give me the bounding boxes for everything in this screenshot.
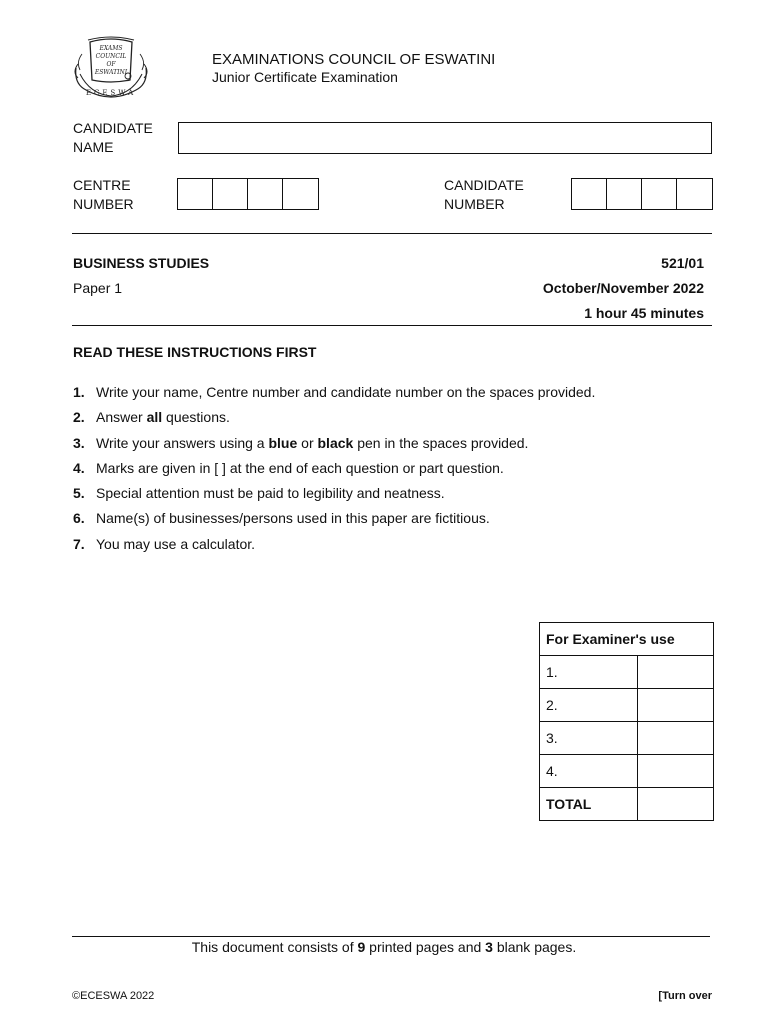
subject-title: BUSINESS STUDIES	[73, 255, 210, 271]
instruction-item: 5. Special attention must be paid to legibility and neatness.	[73, 485, 445, 502]
instruction-item: 1. Write your name, Centre number and candidate number on the spaces provided.	[73, 384, 596, 400]
mark-cell[interactable]	[638, 689, 714, 722]
digit-cell[interactable]	[248, 179, 283, 209]
examiners-use-table	[539, 622, 714, 821]
candidate-number-label: CANDIDATE NUMBER	[444, 177, 524, 212]
council-name: EXAMINATIONS COUNCIL OF ESWATINI	[212, 51, 496, 68]
digit-cell[interactable]	[572, 179, 607, 209]
candidate-number-field[interactable]	[571, 178, 713, 210]
digit-cell[interactable]	[213, 179, 248, 209]
digit-cell[interactable]	[607, 179, 642, 209]
centre-number-label: CENTRE NUMBER	[73, 177, 134, 212]
instruction-item: 4. Marks are given in [ ] at the end of each question or part question.	[73, 459, 504, 476]
centre-number-field[interactable]	[177, 178, 319, 210]
exam-type: Junior Certificate Examination	[212, 69, 398, 85]
table-row	[540, 689, 714, 722]
table-row	[540, 722, 714, 755]
digit-cell[interactable]	[677, 179, 712, 209]
turn-over: [Turn over	[658, 990, 712, 1002]
svg-text:COUNCIL: COUNCIL	[95, 53, 127, 60]
digit-cell[interactable]	[178, 179, 213, 209]
svg-text:ECESWA: ECESWA	[85, 89, 137, 97]
divider	[72, 233, 712, 234]
divider	[72, 325, 712, 326]
instruction-item: 3. Write your answers using a blue or black pen in the spaces provided.	[73, 434, 529, 451]
instructions-list	[73, 380, 595, 557]
paper-number: Paper 1	[73, 280, 123, 296]
copyright: ©ECESWA 2022	[72, 990, 155, 1002]
mark-cell[interactable]	[638, 755, 714, 788]
question-label: 3.	[540, 722, 638, 755]
digit-cell[interactable]	[283, 179, 318, 209]
eceswa-logo	[70, 34, 152, 104]
total-label: TOTAL	[540, 788, 638, 821]
total-cell[interactable]	[638, 788, 714, 821]
instruction-item: 2. Answer all questions.	[73, 409, 230, 426]
paper-code: 521/01	[661, 255, 704, 271]
instructions-heading: READ THESE INSTRUCTIONS FIRST	[73, 344, 317, 360]
candidate-name-label: CANDIDATE NAME	[73, 120, 153, 155]
footer-divider	[72, 936, 710, 937]
svg-text:EXAMS: EXAMS	[99, 45, 123, 52]
digit-cell[interactable]	[642, 179, 677, 209]
examiners-use-heading: For Examiner's use	[540, 623, 714, 656]
exam-session: October/November 2022	[542, 280, 704, 296]
question-label: 1.	[540, 656, 638, 689]
svg-text:ESWATINI: ESWATINI	[94, 69, 128, 76]
mark-cell[interactable]	[638, 722, 714, 755]
page-count-note: This document consists of 9 printed pages and 3 blank pages.	[191, 939, 577, 955]
table-row	[540, 656, 714, 689]
candidate-name-field[interactable]	[178, 122, 712, 154]
table-row	[540, 788, 714, 821]
instruction-item: 6. Name(s) of businesses/persons used in this paper are fictitious.	[73, 510, 490, 527]
exam-duration: 1 hour 45 minutes	[584, 305, 704, 321]
instruction-item: 7. You may use a calculator.	[73, 535, 256, 552]
table-row	[540, 755, 714, 788]
question-label: 4.	[540, 755, 638, 788]
mark-cell[interactable]	[638, 656, 714, 689]
table-row	[540, 623, 714, 656]
question-label: 2.	[540, 689, 638, 722]
svg-text:OF: OF	[106, 61, 116, 68]
